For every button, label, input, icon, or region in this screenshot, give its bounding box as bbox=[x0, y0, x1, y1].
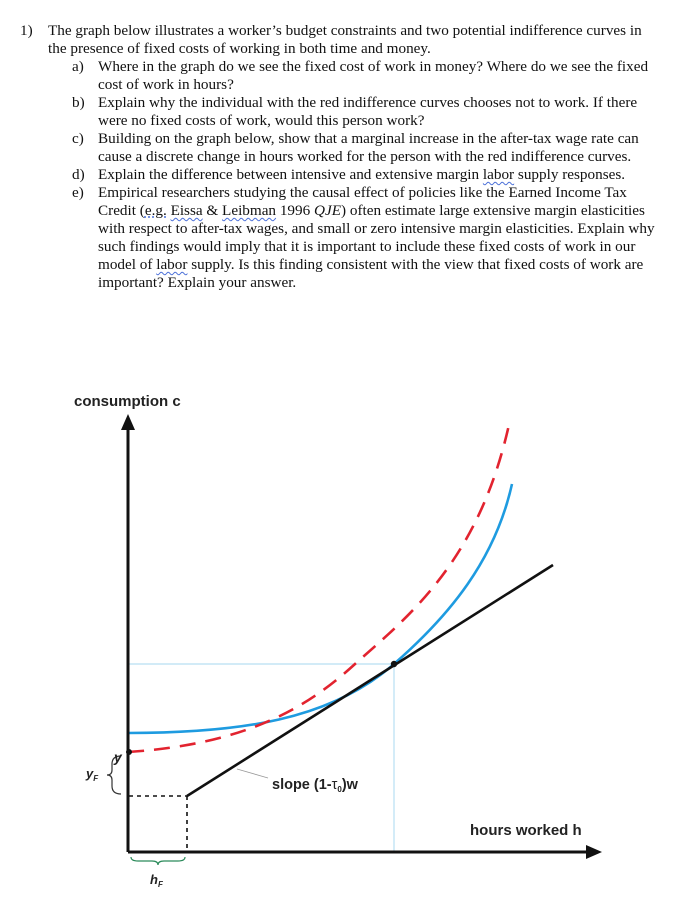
hF-brace bbox=[131, 857, 185, 865]
yF-label bbox=[85, 766, 99, 783]
y-axis-arrow bbox=[121, 414, 135, 430]
part-label: b) bbox=[72, 94, 85, 111]
question-number: 1) bbox=[20, 22, 33, 39]
question-intro: The graph below illustrates a worker’s budget constraints and two potential indifference curves in the presence of fixed costs of working in both time and money. bbox=[48, 22, 642, 57]
part-label: d) bbox=[72, 166, 85, 183]
hF-label-main: h bbox=[150, 872, 158, 887]
part-text: Explain why the individual with the red indifference curves chooses not to work. If there were no fixed costs of work, would this person work? bbox=[98, 94, 638, 129]
slope-label bbox=[272, 777, 359, 794]
spellcheck-word: Eissa bbox=[170, 202, 203, 219]
slope-label-leader bbox=[237, 769, 268, 778]
x-axis-label: hours worked h bbox=[470, 822, 582, 839]
y-axis-label: consumption c bbox=[74, 393, 181, 410]
budget-line bbox=[187, 565, 553, 796]
y-point bbox=[126, 749, 132, 755]
part-text: Building on the graph below, show that a marginal increase in the after-tax wage rate can cause a discrete change in hours worked for the person with the red indifference curves. bbox=[98, 130, 639, 165]
hF-label bbox=[150, 872, 164, 889]
y-label: y bbox=[114, 749, 122, 765]
part-label: c) bbox=[72, 130, 84, 147]
spellcheck-word: labor bbox=[482, 166, 515, 183]
part-text-after: supply responses. bbox=[514, 166, 626, 183]
slope-label-tau-sub: 0 bbox=[337, 785, 342, 794]
part-text-before: Explain the difference between intensive and extensive margin bbox=[98, 166, 483, 183]
text-run: Empirical researchers studying the causal effect of policies like the Earned Income Tax Credit ( bbox=[98, 184, 627, 219]
slope-label-suffix: )w bbox=[341, 777, 358, 793]
part-label: a) bbox=[72, 58, 84, 75]
text-run: supply. Is this finding consistent with the view that fixed costs of work are important? Explain your answer. bbox=[98, 256, 644, 291]
text-run: & bbox=[202, 202, 223, 219]
hF-label-sub: F bbox=[157, 880, 163, 889]
slope-label-tau: τ bbox=[331, 777, 338, 793]
yF-label-sub: F bbox=[93, 774, 99, 783]
red-indifference-curve bbox=[128, 420, 510, 752]
part-text: Where in the graph do we see the fixed cost of work in money? Where do we see the fixed cost of work in hours? bbox=[98, 58, 649, 93]
tangency-point bbox=[391, 661, 397, 667]
slope-label-prefix: slope (1- bbox=[272, 777, 332, 793]
grammar-word: e.g. bbox=[144, 202, 167, 219]
journal-name: QJE bbox=[314, 202, 341, 219]
yF-label-main: y bbox=[86, 766, 94, 781]
blue-indifference-curve bbox=[128, 484, 512, 733]
x-axis-arrow bbox=[586, 845, 602, 859]
spellcheck-word: labor bbox=[156, 256, 188, 273]
text-run: 1996 bbox=[276, 202, 314, 219]
text-run: ) often estimate large extensive margin elasticities with respect to after-tax wages, and small or zero intensive margin elasticities. Explain why such findings would imply that it is important to include these fixed costs of work in our model of bbox=[98, 202, 655, 273]
part-label: e) bbox=[72, 184, 84, 201]
spellcheck-word: Leibman bbox=[222, 202, 277, 219]
